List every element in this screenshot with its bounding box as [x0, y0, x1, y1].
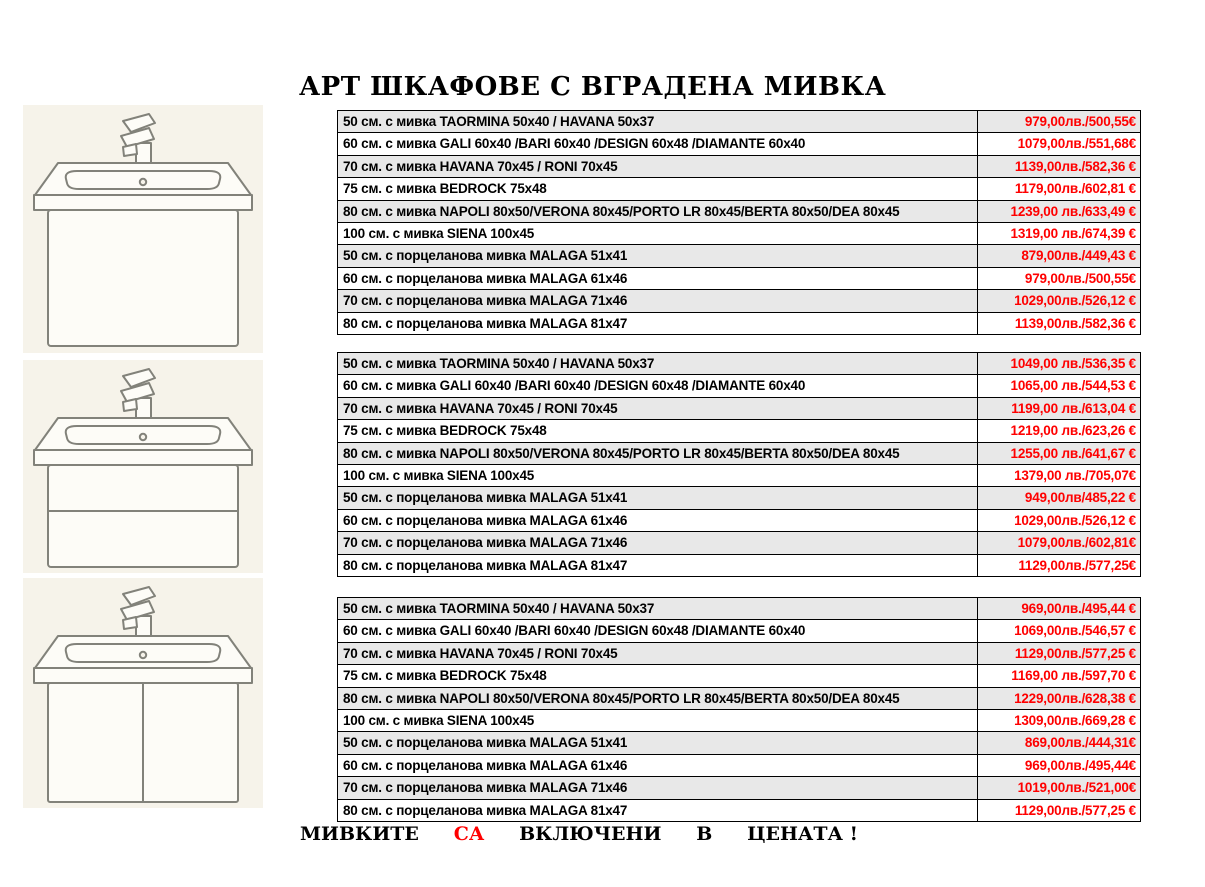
footer-word: ВКЛЮЧЕНИ — [519, 823, 662, 845]
product-price: 1179,00лв./602,81 € — [978, 178, 1141, 200]
product-label: 50 см. с мивка TAORMINA 50x40 / HAVANA 50x37 — [338, 598, 978, 620]
product-price: 969,00лв./495,44€ — [978, 754, 1141, 776]
product-label: 70 см. с порцеланова мивка MALAGA 71x46 — [338, 290, 978, 312]
product-price: 1219,00 лв./623,26 € — [978, 420, 1141, 442]
cabinet-icon — [48, 683, 238, 802]
table-row — [338, 442, 1141, 464]
product-price: 1029,00лв./526,12 € — [978, 509, 1141, 531]
product-label: 75 см. с мивка BEDROCK 75x48 — [338, 178, 978, 200]
product-label: 50 см. с мивка TAORMINA 50x40 / HAVANA 50x37 — [338, 353, 978, 375]
product-price: 1079,00лв./551,68€ — [978, 133, 1141, 155]
product-price: 1129,00лв./577,25 € — [978, 799, 1141, 821]
price-table-2 — [337, 352, 1136, 577]
product-price: 949,00лв/485,22 € — [978, 487, 1141, 509]
product-label: 100 см. с мивка SIENA 100x45 — [338, 710, 978, 732]
product-images-panel — [23, 105, 263, 808]
product-price: 1319,00 лв./674,39 € — [978, 223, 1141, 245]
table-row — [338, 509, 1141, 531]
product-price: 1019,00лв./521,00€ — [978, 777, 1141, 799]
product-price: 1169,00 лв./597,70 € — [978, 665, 1141, 687]
vanity-two-drawers-icon — [23, 360, 263, 573]
table-row — [338, 554, 1141, 576]
page-title: АРТ ШКАФОВЕ С ВГРАДЕНА МИВКА — [299, 72, 887, 102]
cabinet-icon — [48, 210, 238, 346]
product-price: 1139,00лв./582,36 € — [978, 155, 1141, 177]
table-row — [338, 732, 1141, 754]
table-row — [338, 353, 1141, 375]
product-price: 1199,00 лв./613,04 € — [978, 397, 1141, 419]
product-price: 1029,00лв./526,12 € — [978, 290, 1141, 312]
product-label: 60 см. с порцеланова мивка MALAGA 61x46 — [338, 267, 978, 289]
footer-word-highlighted: СА — [453, 823, 485, 845]
product-label: 100 см. с мивка SIENA 100x45 — [338, 223, 978, 245]
product-label: 70 см. с мивка HAVANA 70x45 / RONI 70x45 — [338, 642, 978, 664]
product-price: 1049,00 лв./536,35 € — [978, 353, 1141, 375]
footer-note — [300, 823, 858, 845]
table-row — [338, 598, 1141, 620]
sink-icon — [34, 418, 252, 465]
vanity-two-drawers-image — [23, 360, 263, 573]
table-row — [338, 200, 1141, 222]
table-row — [338, 375, 1141, 397]
price-table-3 — [337, 597, 1136, 822]
table-row — [338, 777, 1141, 799]
product-price: 1129,00лв./577,25€ — [978, 554, 1141, 576]
product-label: 60 см. с мивка GALI 60x40 /BARI 60x40 /DESIGN 60x48 /DIAMANTE 60x40 — [338, 133, 978, 155]
table-row — [338, 710, 1141, 732]
table-row — [338, 245, 1141, 267]
product-label: 80 см. с мивка NAPOLI 80x50/VERONA 80x45/PORTO LR 80x45/BERTA 80x50/DEA 80x45 — [338, 442, 978, 464]
product-label: 50 см. с мивка TAORMINA 50x40 / HAVANA 50x37 — [338, 111, 978, 133]
product-label: 100 см. с мивка SIENA 100x45 — [338, 465, 978, 487]
product-label: 75 см. с мивка BEDROCK 75x48 — [338, 420, 978, 442]
table-row — [338, 665, 1141, 687]
product-label: 70 см. с мивка HAVANA 70x45 / RONI 70x45 — [338, 155, 978, 177]
product-price: 1379,00 лв./705,07€ — [978, 465, 1141, 487]
product-price: 1079,00лв./602,81€ — [978, 532, 1141, 554]
table-row — [338, 133, 1141, 155]
product-price: 1255,00 лв./641,67 € — [978, 442, 1141, 464]
product-label: 60 см. с порцеланова мивка MALAGA 61x46 — [338, 509, 978, 531]
sink-icon — [34, 636, 252, 683]
product-price: 969,00лв./495,44 € — [978, 598, 1141, 620]
product-price: 1065,00 лв./544,53 € — [978, 375, 1141, 397]
table-row — [338, 687, 1141, 709]
product-label: 80 см. с мивка NAPOLI 80x50/VERONA 80x45/PORTO LR 80x45/BERTA 80x50/DEA 80x45 — [338, 200, 978, 222]
product-label: 75 см. с мивка BEDROCK 75x48 — [338, 665, 978, 687]
table-row — [338, 465, 1141, 487]
footer-word: ЦЕНАТА ! — [747, 823, 858, 845]
product-label: 80 см. с порцеланова мивка MALAGA 81x47 — [338, 312, 978, 334]
product-price: 1309,00лв./669,28 € — [978, 710, 1141, 732]
table-row — [338, 487, 1141, 509]
product-price: 1229,00лв./628,38 € — [978, 687, 1141, 709]
vanity-single-front-image — [23, 105, 263, 353]
vanity-two-doors-image — [23, 578, 263, 808]
product-price: 1129,00лв./577,25 € — [978, 642, 1141, 664]
product-label: 70 см. с мивка HAVANA 70x45 / RONI 70x45 — [338, 397, 978, 419]
price-table-1 — [337, 110, 1136, 335]
table-row — [338, 155, 1141, 177]
product-label: 70 см. с порцеланова мивка MALAGA 71x46 — [338, 777, 978, 799]
product-price: 979,00лв./500,55€ — [978, 111, 1141, 133]
product-price: 979,00лв./500,55€ — [978, 267, 1141, 289]
product-price: 1239,00 лв./633,49 € — [978, 200, 1141, 222]
table-row — [338, 223, 1141, 245]
product-price: 1139,00лв./582,36 € — [978, 312, 1141, 334]
product-label: 70 см. с порцеланова мивка MALAGA 71x46 — [338, 532, 978, 554]
table-row — [338, 111, 1141, 133]
table-row — [338, 178, 1141, 200]
table-row — [338, 532, 1141, 554]
product-label: 60 см. с порцеланова мивка MALAGA 61x46 — [338, 754, 978, 776]
table-row — [338, 799, 1141, 821]
footer-word: МИВКИТЕ — [300, 823, 419, 845]
table-row — [338, 642, 1141, 664]
table-row — [338, 312, 1141, 334]
product-label: 50 см. с порцеланова мивка MALAGA 51x41 — [338, 487, 978, 509]
table-row — [338, 397, 1141, 419]
product-price: 869,00лв./444,31€ — [978, 732, 1141, 754]
cabinet-icon — [48, 465, 238, 567]
product-price: 1069,00лв./546,57 € — [978, 620, 1141, 642]
table-row — [338, 754, 1141, 776]
footer-word: В — [696, 823, 713, 845]
sink-icon — [34, 163, 252, 210]
product-label: 80 см. с порцеланова мивка MALAGA 81x47 — [338, 799, 978, 821]
product-label: 80 см. с мивка NAPOLI 80x50/VERONA 80x45/PORTO LR 80x45/BERTA 80x50/DEA 80x45 — [338, 687, 978, 709]
product-price: 879,00лв./449,43 € — [978, 245, 1141, 267]
product-label: 50 см. с порцеланова мивка MALAGA 51x41 — [338, 245, 978, 267]
product-label: 60 см. с мивка GALI 60x40 /BARI 60x40 /DESIGN 60x48 /DIAMANTE 60x40 — [338, 620, 978, 642]
vanity-single-front-icon — [23, 105, 263, 353]
vanity-two-doors-icon — [23, 578, 263, 808]
product-label: 60 см. с мивка GALI 60x40 /BARI 60x40 /DESIGN 60x48 /DIAMANTE 60x40 — [338, 375, 978, 397]
product-label: 80 см. с порцеланова мивка MALAGA 81x47 — [338, 554, 978, 576]
table-row — [338, 620, 1141, 642]
table-row — [338, 420, 1141, 442]
product-label: 50 см. с порцеланова мивка MALAGA 51x41 — [338, 732, 978, 754]
table-row — [338, 267, 1141, 289]
table-row — [338, 290, 1141, 312]
